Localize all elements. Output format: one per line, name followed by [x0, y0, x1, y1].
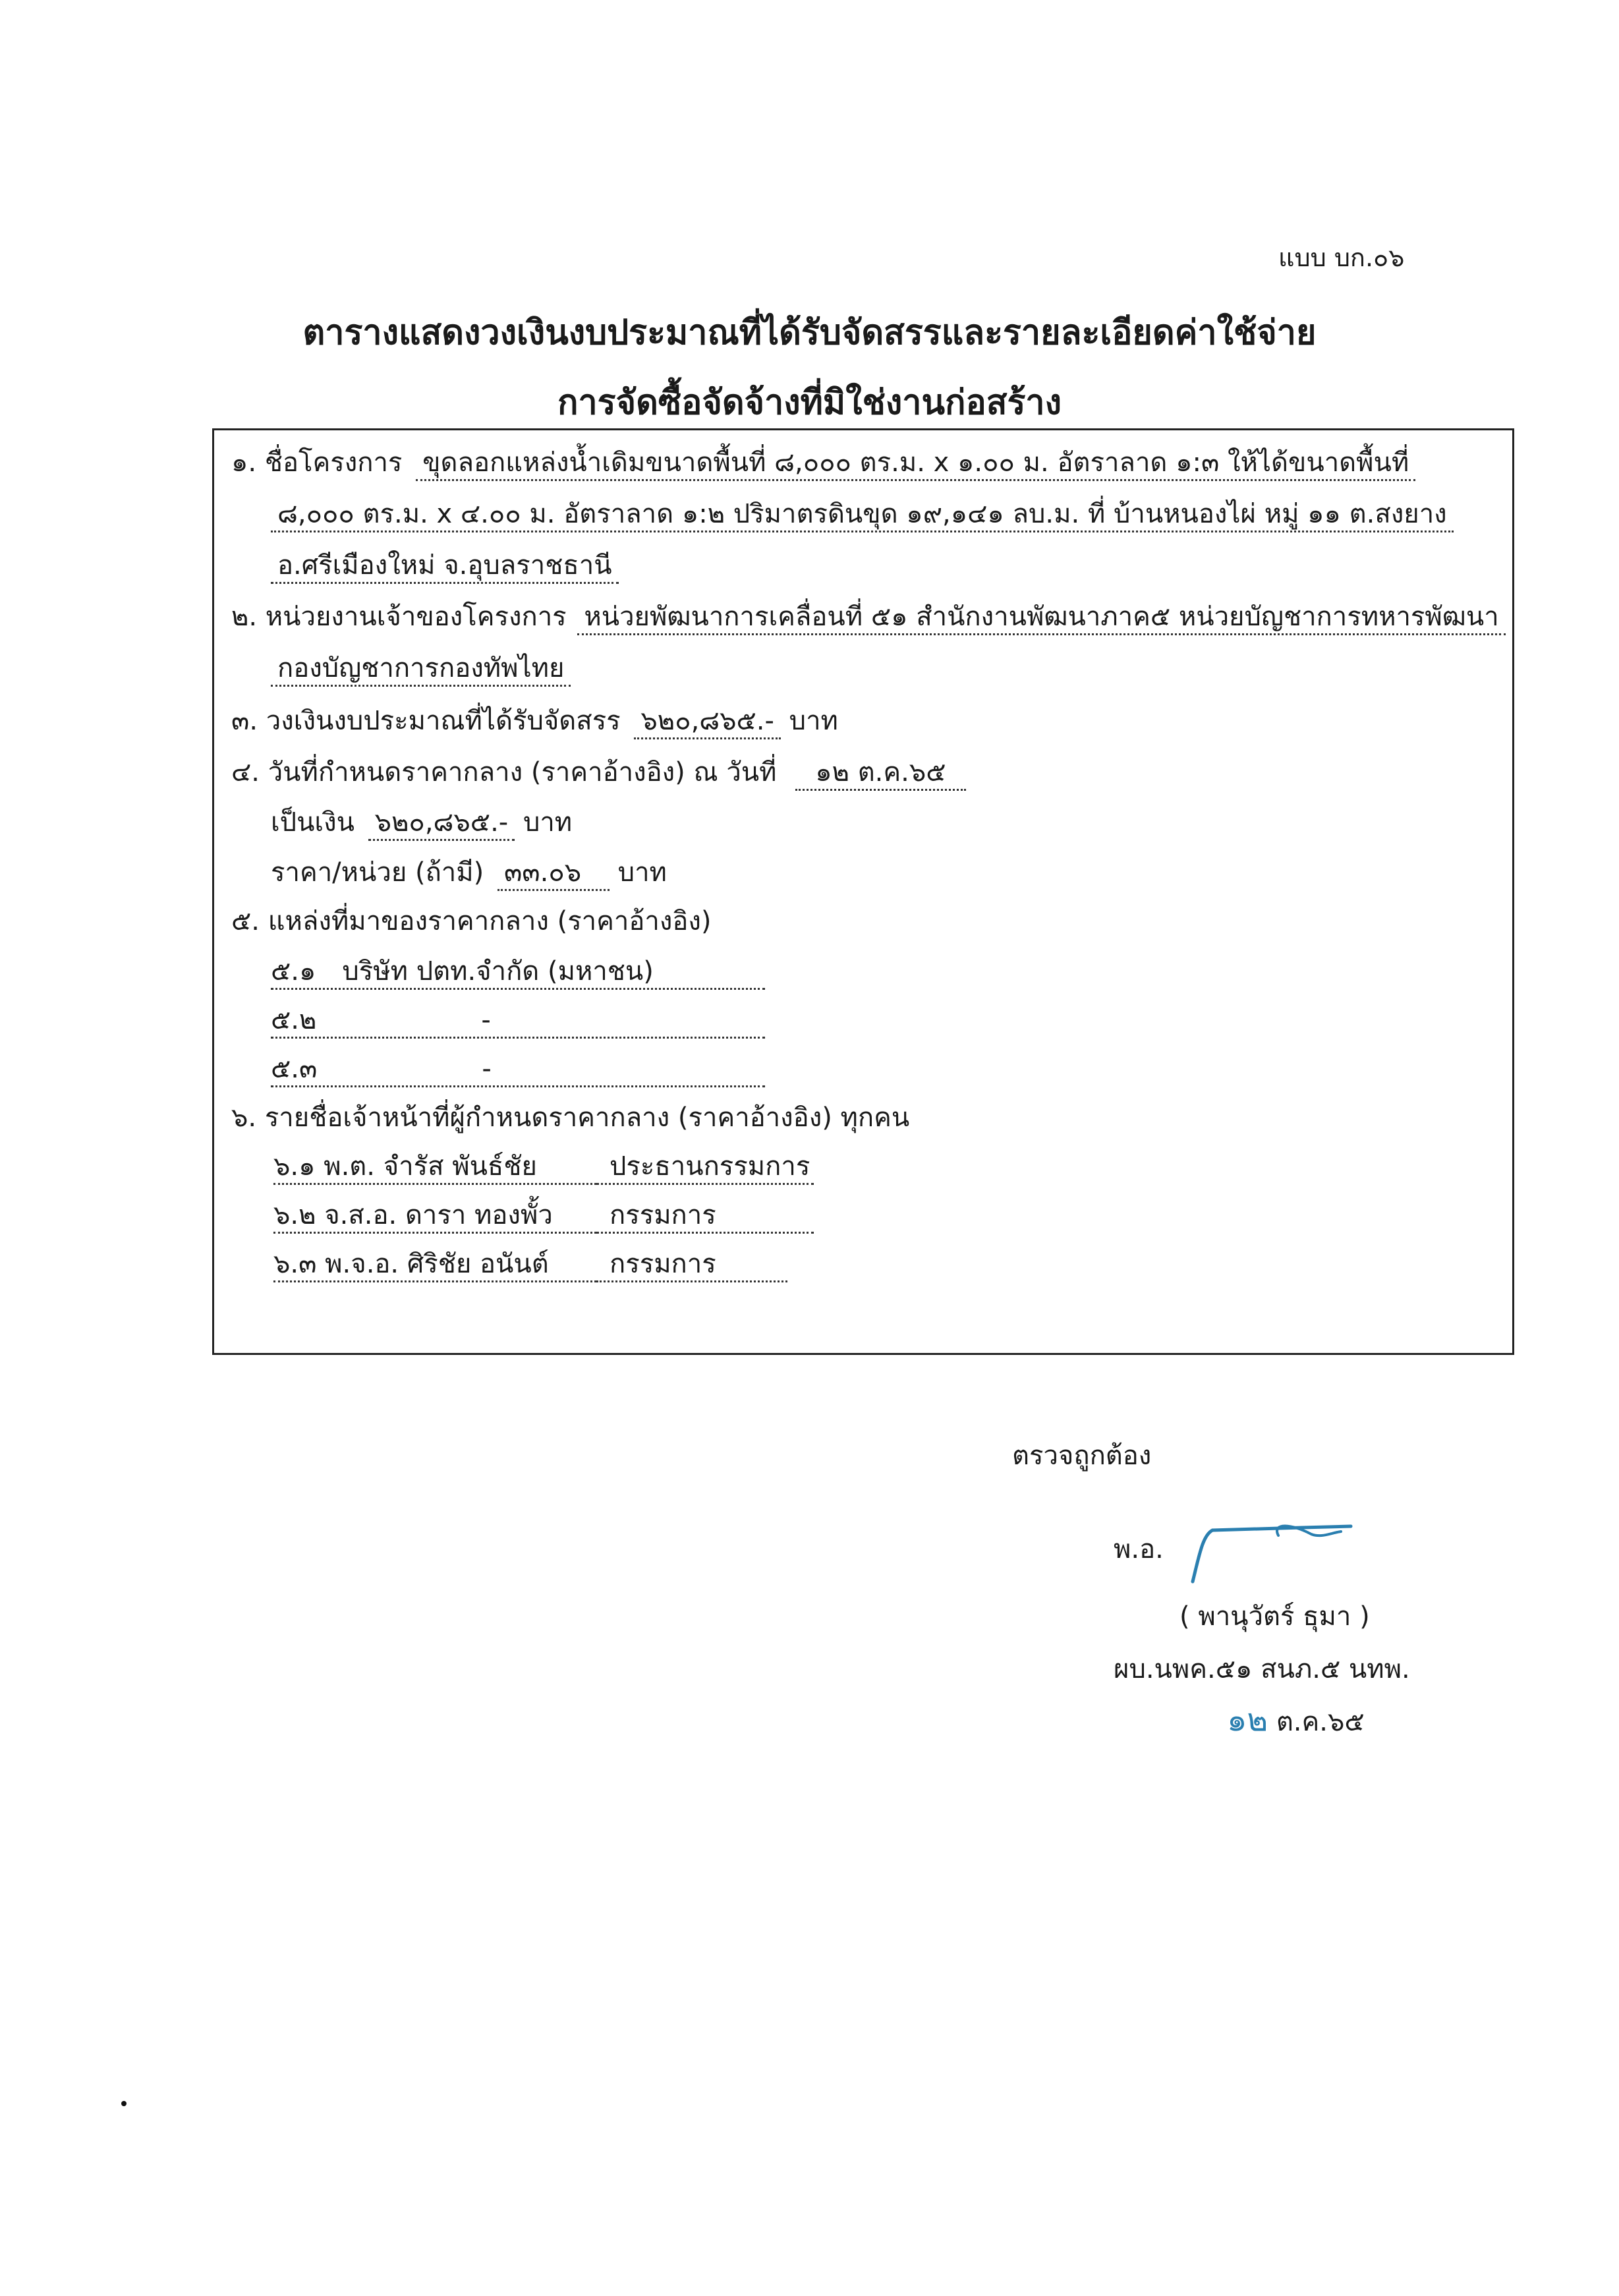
signer-name: ( พานุวัตร์ ธุมา ) [1179, 1601, 1370, 1632]
project-name-value: ขุดลอกแหล่งน้ำเดิมขนาดพื้นที่ ๘,๐๐๐ ตร.ม. x ๑.๐๐ ม. อัตราลาด ๑:๓ ให้ได้ขนาดพื้นที่ [416, 447, 1415, 481]
unit-price-row [271, 857, 667, 891]
owner-agency-label: ๒. หน่วยงานเจ้าของโครงการ [231, 602, 567, 632]
committee-member: ๖.๒ จ.ส.อ. ดารา ทองพั้ว กรรมการ [273, 1200, 814, 1234]
owner-agency-row [231, 602, 1506, 635]
reference-amount-label: เป็นเงิน [271, 807, 355, 838]
owner-agency-value: หน่วยพัฒนาการเคลื่อนที่ ๕๑ สำนักงานพัฒนาภาค๕ หน่วยบัญชาการทหารพัฒนา [577, 602, 1505, 635]
committee-member: ๖.๑ พ.ต. จำรัส พันธ์ชัย ประธานกรรมการ [273, 1151, 814, 1185]
budget-value: ๖๒๐,๘๖๕.- [634, 706, 781, 739]
signer-rank: พ.อ. [1114, 1534, 1164, 1564]
sign-date-month-year: ต.ค.๖๕ [1276, 1707, 1365, 1737]
budget-row [231, 706, 838, 739]
reference-amount-unit: บาท [523, 807, 573, 838]
reference-date-row [231, 757, 966, 791]
handwritten-signature [1173, 1509, 1364, 1588]
price-source-label: ๕. แหล่งที่มาของราคากลาง (ราคาอ้างอิง) [231, 906, 712, 936]
committee-member: ๖.๓ พ.จ.อ. ศิริชัย อนันต์ กรรมการ [273, 1249, 787, 1282]
signer-position: ผบ.นพค.๕๑ สนภ.๕ นทพ. [1114, 1654, 1410, 1684]
project-name-value-3: อ.ศรีเมืองใหม่ จ.อุบลราชธานี [271, 550, 619, 584]
reference-amount-row [271, 807, 572, 841]
form-code: แบบ บก.๐๖ [1278, 243, 1405, 272]
document-subtitle: การจัดซื้อจัดจ้างที่มิใช่งานก่อสร้าง [557, 383, 1062, 422]
unit-price-label: ราคา/หน่วย (ถ้ามี) [271, 857, 484, 888]
unit-price-unit: บาท [617, 857, 667, 888]
price-source-item: ๕.๓ - [271, 1054, 765, 1087]
budget-label: ๓. วงเงินงบประมาณที่ได้รับจัดสรร [231, 706, 621, 736]
budget-unit: บาท [789, 706, 838, 736]
stray-mark [121, 2101, 127, 2106]
sign-date-day: ๑๒ [1227, 1702, 1268, 1738]
committee-label: ๖. รายชื่อเจ้าหน้าที่ผู้กำหนดราคากลาง (ราคาอ้างอิง) ทุกคน [231, 1103, 910, 1133]
reference-amount-value: ๖๒๐,๘๖๕.- [368, 807, 515, 841]
reference-date-label: ๔. วันที่กำหนดราคากลาง (ราคาอ้างอิง) ณ วันที่ [231, 757, 777, 788]
sign-date [1227, 1695, 1365, 1745]
document-title: ตารางแสดงวงเงินงบประมาณที่ได้รับจัดสรรและรายละเอียดค่าใช้จ่าย [302, 313, 1317, 353]
project-name-value-2: ๘,๐๐๐ ตร.ม. x ๔.๐๐ ม. อัตราลาด ๑:๒ ปริมาตรดินขุด ๑๙,๑๔๑ ลบ.ม. ที่ บ้านหนองไผ่ หมู่ ๑๑ ต.สงยาง [271, 499, 1454, 532]
price-source-item: ๕.๑ บริษัท ปตท.จำกัด (มหาชน) [271, 956, 765, 990]
price-source-item: ๕.๒ - [271, 1005, 765, 1039]
unit-price-value: ๓๓.๐๖ [497, 857, 610, 891]
form-box [212, 428, 1514, 1355]
project-name-label: ๑. ชื่อโครงการ [231, 447, 403, 478]
owner-agency-value-2: กองบัญชาการกองทัพไทย [271, 653, 571, 687]
reference-date-value: ๑๒ ต.ค.๖๕ [795, 757, 965, 791]
verified-label: ตรวจถูกต้อง [1012, 1441, 1152, 1471]
project-name-row [231, 447, 1415, 481]
